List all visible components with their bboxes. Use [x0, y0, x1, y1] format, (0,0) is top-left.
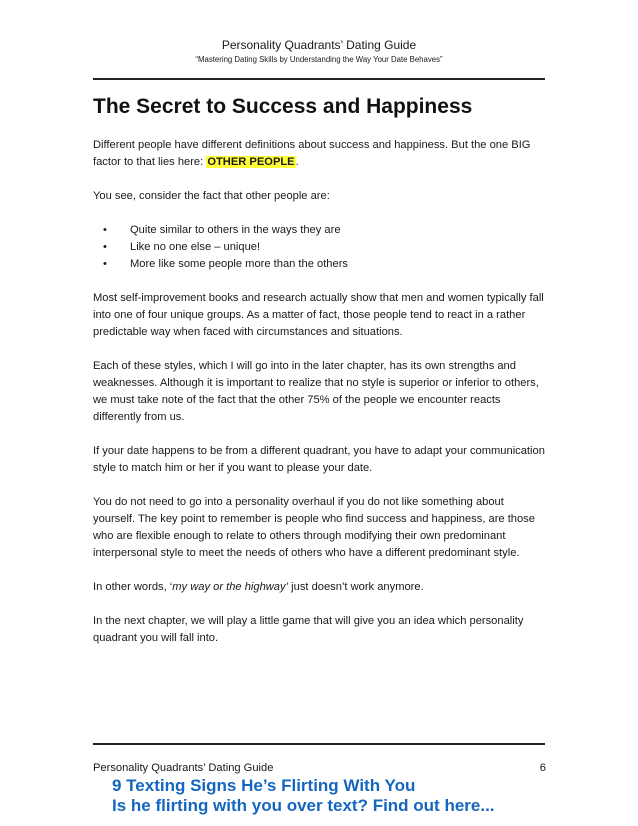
- footer-divider: [93, 743, 545, 745]
- paragraph-5: If your date happens to be from a different quadrant, you have to adapt your communication style to match him or her if you want to please your date.: [93, 445, 545, 474]
- paragraph-8: In the next chapter, we will play a little game that will give you an idea which personality quadrant you will fall into.: [93, 615, 524, 644]
- promo-link-headline[interactable]: 9 Texting Signs He’s Flirting With You: [112, 776, 416, 795]
- paragraph-1-end: .: [295, 156, 299, 168]
- running-footer-title: Personality Quadrants’ Dating Guide: [93, 762, 274, 774]
- paragraph-1-text: Different people have different definitions about success and happiness. But the one BIG factor to that lies here:: [93, 139, 531, 168]
- list-item: [103, 222, 548, 239]
- list-item: [103, 256, 548, 273]
- page-number: 6: [539, 762, 546, 774]
- header-divider: [93, 78, 545, 80]
- paragraph-7: [93, 579, 548, 596]
- bullet-icon: •: [103, 241, 107, 253]
- page-title: The Secret to Success and Happiness: [93, 95, 473, 118]
- paragraph-2: You see, consider the fact that other people are:: [93, 190, 330, 202]
- list-item-text: Quite similar to others in the ways they are: [130, 224, 341, 236]
- paragraph-3: Most self-improvement books and research actually show that men and women typically fall into one of four unique groups. As a matter of fact, those people tend to react in a rather predictable way when faced with circumstances and situations.: [93, 292, 544, 338]
- bullet-icon: •: [103, 224, 107, 236]
- bullet-list: [93, 222, 548, 273]
- list-item-text: Like no one else – unique!: [130, 241, 261, 253]
- running-header-subtitle: “Mastering Dating Skills by Understanding the Way Your Date Behaves”: [195, 55, 443, 64]
- paragraph-6: You do not need to go into a personality overhaul if you do not like something about yourself. The key point to remember is people who find success and happiness, are those who are flexible enough to relate to others through modifying their own predominant interpersonal style to meet the needs of others who have a different predominant style.: [93, 496, 535, 559]
- list-item-text: More like some people more than the others: [130, 258, 348, 270]
- running-header-title: Personality Quadrants’ Dating Guide: [221, 38, 417, 52]
- document-body: [93, 137, 548, 664]
- highlighted-phrase: OTHER PEOPLE: [207, 156, 295, 168]
- bullet-icon: •: [103, 258, 107, 270]
- paragraph-4: Each of these styles, which I will go into in the later chapter, has its own strengths and weaknesses. Although it is important to realize that no style is superior or inferior to others, we must take note of the fact that the other 75% of the people we encounter reacts differently from us.: [93, 360, 539, 423]
- list-item: [103, 239, 548, 256]
- paragraph-7-start: In other words, ‘: [93, 581, 173, 593]
- paragraph-1: [93, 137, 548, 171]
- paragraph-7-end: just doesn’t work anymore.: [288, 581, 424, 593]
- italic-phrase: my way or the highway’: [172, 581, 289, 593]
- promo-link-subline[interactable]: Is he flirting with you over text? Find out here...: [112, 796, 495, 815]
